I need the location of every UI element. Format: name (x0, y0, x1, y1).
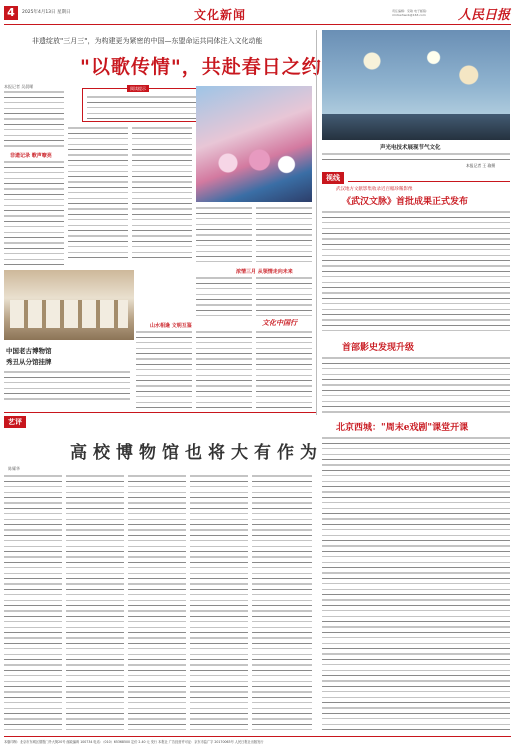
solar-term-caption-text (322, 152, 510, 162)
critique-byline: 陈耀华 (8, 466, 20, 471)
lead-byline: 本报记者 吴晨晞 (4, 84, 34, 89)
lead-subhead-3: 浓情三月 从领情走向未来 (236, 269, 293, 275)
lead-column-2 (68, 126, 128, 262)
museum-col-head: 山水相逢 文明互鉴 (150, 323, 192, 329)
solar-term-photo (322, 30, 510, 140)
wuhan-kicker: 武汉地方文献影集收录近百幅珍稀影像 (336, 187, 413, 192)
museum-column-4 (256, 330, 312, 410)
museum-headline-line2: 秀丑从分馆挂牌 (6, 358, 52, 366)
critique-column-4 (190, 474, 248, 732)
photo-lights (328, 40, 504, 110)
header-rule (4, 24, 511, 25)
tag-shixian-label: 视线 (326, 174, 340, 182)
lead-column-5 (256, 206, 312, 262)
section-title: 文化新闻 (194, 8, 247, 22)
museum-column-3 (196, 330, 252, 410)
lead-subhead-1: 非遗记录 歌声嘹亮 (10, 153, 52, 159)
jilin-article (322, 356, 510, 416)
tag-yiping-label: 艺评 (8, 418, 22, 426)
wuhan-article (322, 210, 510, 332)
quote-box (82, 85, 200, 122)
museum-article (4, 370, 130, 404)
tag-shixian (322, 172, 344, 184)
lead-column-1b (4, 160, 64, 268)
beijing-headline: 北京西城："周末e戏剧"课堂开课 (336, 423, 469, 433)
culture-china-logo: 文化中国行 (262, 318, 297, 327)
lead-kicker: 非遗绽放"三月三"，为构建更为紧密的中国—东盟命运共同体注入文化动能 (32, 37, 263, 45)
critique-column-3 (128, 474, 186, 732)
footer-text: 本版印制：北京市东城区德胜门外大街20号 邮政编码 100734 电话：（010）65368500 定价 2.40 元 发行 本报社 广告经营许可证：京东市监广字 20170063号 人民日报社出版发行 (4, 740, 264, 744)
right-divider (316, 30, 317, 415)
beijing-article (322, 436, 510, 732)
page-number: 4 (4, 6, 18, 20)
critique-column-5 (252, 474, 312, 732)
critique-column-1 (4, 474, 62, 732)
museum-headline-line1: 中国老古博物馆 (6, 347, 52, 355)
lead-column-1 (4, 90, 64, 150)
tag-yiping (4, 416, 26, 428)
lead-column-7 (256, 276, 312, 316)
solar-term-caption: 声光电技术展现节气文化 (380, 145, 441, 151)
newspaper-logo: 人民日报 (458, 8, 511, 23)
editor-line: 责任编辑：宋敏 电子邮箱：rmrbwhwxb@163.com (392, 9, 429, 17)
footer-rule (4, 736, 511, 737)
lower-rule (4, 412, 316, 413)
critique-title: 高校博物馆也将大有作为 (70, 443, 323, 463)
museum-display-cases (10, 300, 128, 328)
quote-box-text (87, 95, 197, 121)
jilin-headline: 首部影史发现升级 (342, 343, 415, 353)
lead-column-4 (196, 206, 252, 262)
museum-column-2 (136, 330, 192, 410)
page-header (0, 0, 515, 26)
quote-box-label: 阅读提示 (127, 85, 149, 92)
photo-dancers (210, 148, 300, 178)
festival-photo (196, 86, 312, 202)
wuhan-headline: 《武汉文脉》首批成果正式发布 (342, 197, 469, 207)
critique-column-2 (66, 474, 124, 732)
lead-column-3 (132, 126, 192, 262)
photo-visitors (322, 114, 510, 140)
museum-photo-headline (6, 346, 76, 366)
museum-photo (4, 270, 134, 340)
lead-title: "以歌传情"，共赴春日之约 (80, 56, 322, 78)
lead-column-6 (196, 276, 252, 316)
tag-rule (348, 181, 510, 182)
solar-term-credit: 本报记者 王 瑜摄 (466, 163, 495, 168)
page-date: 2025年4月13日 星期日 (22, 10, 71, 15)
